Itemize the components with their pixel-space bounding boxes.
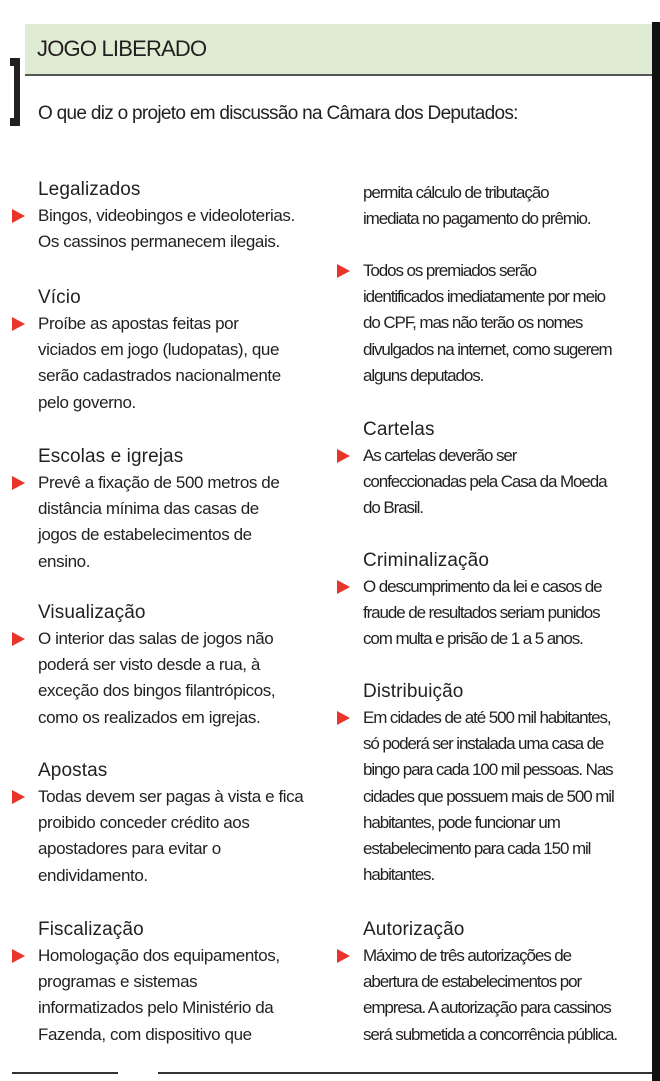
section-heading: Legalizados [38,179,141,200]
section-autorizacao [363,917,653,1048]
section-cartelas [363,417,653,522]
section-text: Prevê a fixação de 500 metros de distância mínima das casas de jogos de estabelecimentos de ensino. [38,473,280,571]
section-fiscalizacao [38,917,338,1048]
section-text: As cartelas deverão ser confeccionadas pela Casa da Moeda do Brasil. [363,446,607,518]
bottom-divider [12,1072,118,1074]
section-heading: Visualização [38,602,146,623]
section-heading: Distribuição [363,681,464,702]
section-heading: Criminalização [363,550,489,571]
section-text: Todos os premiados serão identificados imediatamente por meio do CPF, mas não terão os nomes divulgados na internet, como sugerem alguns deputados. [363,261,612,385]
section-text: O descumprimento da lei e casos de fraude de resultados seriam punidos com multa e prisão de 1 a 5 anos. [363,577,602,649]
section-heading: Escolas e igrejas [38,446,184,467]
arrow-bullet-icon [337,264,350,278]
section-text: Máximo de três autorizações de abertura de estabelecimentos por empresa. A autorização para cassinos será submetida a concorrência pública. [363,946,617,1044]
section-criminalizacao [363,548,653,653]
section-vicio [38,285,338,416]
section-text: Proíbe as apostas feitas por viciados em jogo (ludopatas), que serão cadastrados nacionalmente pelo governo. [38,314,281,412]
section-text: permita cálculo de tributação imediata no pagamento do prêmio. [363,183,591,229]
section-text: Bingos, videobingos e videoloterias. Os cassinos permanecem ilegais. [38,206,295,252]
arrow-bullet-icon [12,949,25,963]
section-text: O interior das salas de jogos não poderá ser visto desde a rua, à exceção dos bingos filantrópicos, como os realizados em igrejas. [38,629,276,727]
section-heading: Vício [38,287,81,308]
arrow-bullet-icon [12,209,25,223]
section-text: Em cidades de até 500 mil habitantes, só poderá ser instalada uma casa de bingo para cada 100 mil pessoas. Nas cidades que possuem mais de 500 mil habitantes, pode funcionar um estabelecimento para cada 150 mil habitantes. [363,708,614,885]
section-text: Homologação dos equipamentos, programas e sistemas informatizados pelo Ministério da Fazenda, com dispositivo que [38,946,280,1044]
arrow-bullet-icon [12,317,25,331]
page-edge [652,22,660,1081]
intro-text: O que diz o projeto em discussão na Câmara dos Deputados: [38,103,518,124]
arrow-bullet-icon [337,580,350,594]
header-bar [25,24,652,76]
arrow-bullet-icon [12,790,25,804]
section-legalizados [38,177,338,255]
bracket-decoration [10,58,20,126]
bottom-divider [158,1072,652,1074]
section-heading: Fiscalização [38,919,144,940]
section-fiscalizacao-cont [363,180,653,232]
section-heading: Autorização [363,919,465,940]
section-text: Todas devem ser pagas à vista e fica proibido conceder crédito aos apostadores para evitar o endividamento. [38,787,304,885]
section-distribuicao [363,679,653,888]
arrow-bullet-icon [337,449,350,463]
arrow-bullet-icon [337,949,350,963]
section-apostas [38,758,338,889]
section-escolas [38,444,338,575]
arrow-bullet-icon [12,632,25,646]
section-visualizacao [38,600,338,731]
section-premiados [363,258,653,389]
section-heading: Apostas [38,760,108,781]
page-title: JOGO LIBERADO [37,36,207,61]
arrow-bullet-icon [337,711,350,725]
section-heading: Cartelas [363,419,435,440]
arrow-bullet-icon [12,476,25,490]
